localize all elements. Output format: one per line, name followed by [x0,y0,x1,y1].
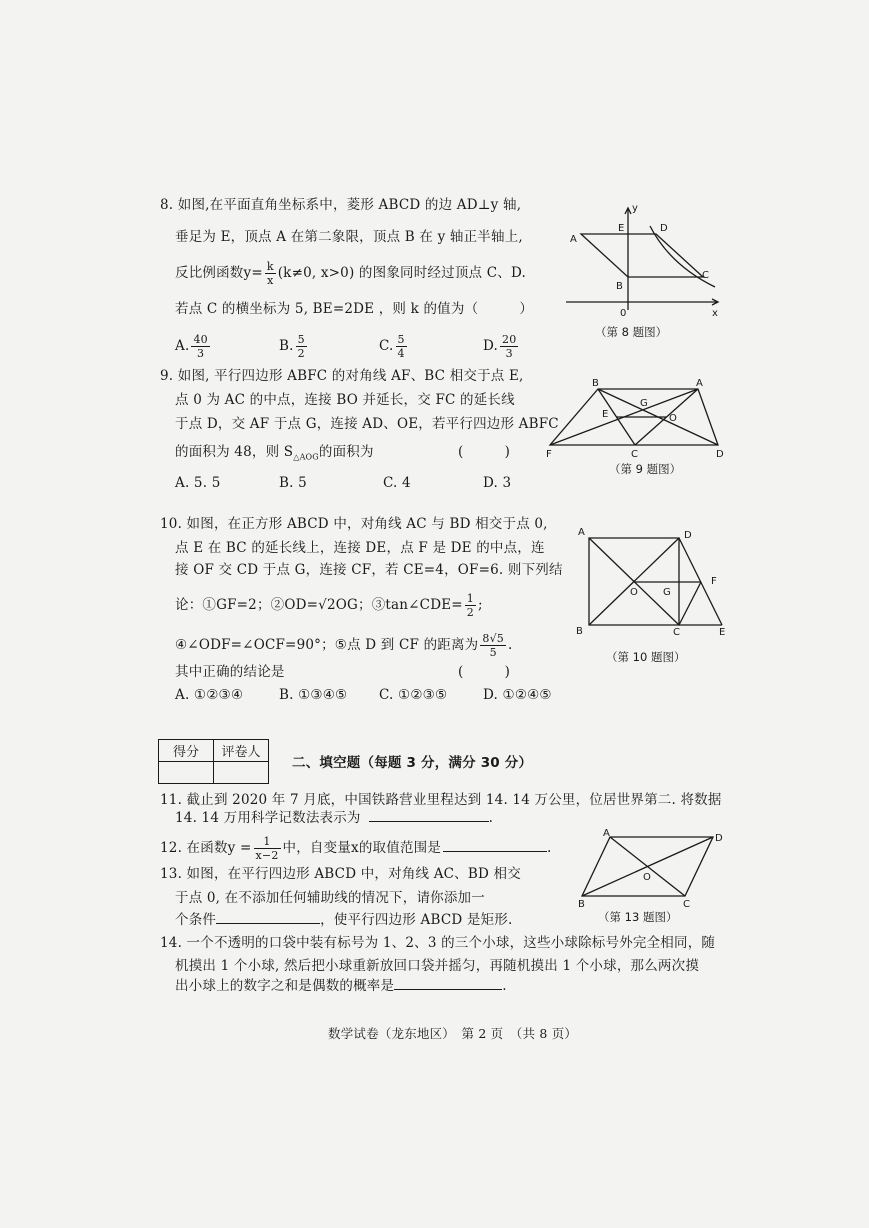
q10-label-d: D [684,530,692,541]
q8-label-c: C [702,270,709,281]
q8-d-num: 20 [502,333,517,346]
q8-c-num: 5 [397,333,405,346]
q8-option-d [483,334,520,359]
q8-function-fraction [265,261,276,286]
q8-rhombus [581,234,703,277]
q10-option-c: C. ①②③⑤ [379,687,448,703]
q8-label-o: 0 [620,308,627,319]
q8-frac-denominator: x [265,273,276,286]
q13-line2: 于点 0, 在不添加任何辅助线的情况下，请你添加一 [175,890,485,906]
q9-figure [540,375,730,465]
q9-line2: 点 0 为 AC 的中点，连接 BO 并延长，交 FC 的延长线 [175,392,515,408]
q10-dist-den: 5 [480,645,506,658]
section2-title: 二、填空题（每题 3 分，满分 30 分） [292,755,533,771]
q9-label-g: G [640,398,648,409]
q10-line1: 10. 如图，在正方形 ABCD 中，对角线 AC 与 BD 相交于点 0, [160,516,548,532]
score-label: 得分 [159,740,214,762]
q10-caption: （第 10 题图） [606,650,686,664]
q12-end: . [547,840,552,856]
q9-line4 [175,446,374,462]
q8-frac-numerator: k [266,260,274,273]
q12-frac-den: x−2 [255,849,279,862]
q11-line2-end: . [488,810,494,826]
q9-label-e: E [602,409,609,420]
q8-a-num: 40 [193,333,208,346]
q13-label-a: A [603,828,610,839]
q10-label-f: F [711,576,717,587]
q8-d-den: 3 [500,346,518,359]
q11-line1: 11. 截止到 2020 年 7 月底，中国铁路营业里程达到 14. 14 万公里，位居世界第二. 将数据 [160,792,722,808]
q9-label-a: A [696,378,703,389]
q8-label-b: B [616,281,623,292]
q8-option-b [279,334,309,359]
q11-line2 [175,812,493,826]
grader-cell[interactable] [214,762,269,784]
q13-label-o: O [643,872,651,883]
q10-option-a: A. ①②③④ [175,687,244,703]
q10-line4-pre: 论：①GF=2；②OD=√2OG；③tan∠CDE= [175,597,463,613]
q13-line3 [175,914,512,928]
q8-option-c-label: C. [379,338,394,354]
q10-line4-post: ; [478,597,483,613]
q8-line3 [175,261,526,286]
q12-answer-blank[interactable] [443,851,547,852]
q10-line4 [175,593,483,618]
q10-option-b: B. ①③④⑤ [279,687,348,703]
q9-option-d: D. 3 [483,475,512,491]
q10-label-g: G [663,587,671,598]
q10-line5-post: . [508,637,513,653]
q9-option-a: A. 5. 5 [175,475,221,491]
q10-line3: 接 OF 交 CD 于点 G，连接 CF，若 CE=4，OF=6. 则下列结 [175,562,563,578]
q14-line1: 14. 一个不透明的口袋中装有标号为 1、2、3 的三个小球，这些小球除标号外完全相同，随 [160,935,716,951]
q13-label-d: D [715,833,723,844]
q10-tan-den: 2 [466,606,474,619]
q8-line1: 8. 如图,在平面直角坐标系中，菱形 ABCD 的边 AD⊥y 轴, [160,197,522,213]
q10-label-b: B [576,626,583,637]
q10-label-o: O [630,587,638,598]
q13-label-c: C [683,899,690,910]
q12-line [160,836,552,861]
q9-line4-pre: 的面积为 48，则 S [175,444,294,460]
q8-line4: 若点 C 的横坐标为 5, BE=2DE ，则 k 的值为（ ） [175,301,534,317]
q9-label-o: O [669,413,677,424]
q9-option-c: C. 4 [383,475,411,491]
q12-post: 中，自变量x的取值范围是 [282,840,442,856]
q13-line3-pre: 个条件 [175,912,217,928]
q9-caption: （第 9 题图） [609,462,682,476]
q10-label-e: E [719,627,726,638]
q10-line6: 其中正确的结论是 [175,664,285,680]
q8-label-e: E [618,223,625,234]
q12-pre: 12. 在函数y = [160,840,252,856]
q12-frac-num: 1 [263,835,271,848]
q8-c-den: 4 [397,347,405,360]
score-table [158,739,269,784]
q8-b-num: 5 [297,333,305,346]
q10-line5 [175,633,513,658]
q9-label-d: D [716,449,724,460]
q8-line2: 垂足为 E，顶点 A 在第二象限，顶点 B 在 y 轴正半轴上, [175,229,523,245]
q8-option-d-label: D. [483,338,499,354]
q8-label-y: y [632,203,638,214]
q10-line5-pre: ④∠ODF=∠OCF=90°；⑤点 D 到 CF 的距离为 [175,637,479,653]
q14-answer-blank[interactable] [394,989,502,990]
q10-line-cf [679,582,701,625]
q8-label-a: A [570,234,577,245]
q9-option-b: B. 5 [279,475,307,491]
q9-label-c: C [631,449,638,460]
q8-caption: （第 8 题图） [595,325,668,339]
q13-figure [570,826,730,910]
q9-area-subscript: △AOG [293,452,319,462]
score-cell[interactable] [159,762,214,784]
q9-answer-paren: ( ) [458,444,511,460]
q9-label-b: B [592,378,599,389]
q13-diagonal-bd [582,837,713,896]
q8-option-c [379,334,409,359]
q10-answer-paren: ( ) [458,664,511,680]
q13-line3-post: ，使平行四边形 ABCD 是矩形. [320,912,513,928]
q8-line3-post: (k≠0, x>0) 的图象同时经过顶点 C、D. [277,265,526,281]
q8-option-b-label: B. [279,338,294,354]
q13-caption: （第 13 题图） [598,910,678,924]
q8-figure [560,200,730,320]
q9-line3: 于点 D，交 AF 于点 G，连接 AD、OE，若平行四边形 ABFC [175,416,559,432]
q10-option-d: D. ①②④⑤ [483,687,552,703]
q14-line2: 机摸出 1 个小球, 然后把小球重新放回口袋并摇匀，再随机摸出 1 个小球，那么两次摸 [175,958,700,974]
q10-line2: 点 E 在 BC 的延长线上，连接 DE，点 F 是 DE 的中点，连 [175,540,545,556]
q13-answer-blank[interactable] [216,923,320,924]
q11-answer-blank[interactable] [369,821,489,822]
q10-label-c: C [673,627,680,638]
q8-label-d: D [660,223,668,234]
q9-label-f: F [546,449,552,460]
q14-line3 [175,980,507,994]
q8-option-a-label: A. [175,338,190,354]
q10-label-a: A [578,527,585,538]
q9-line4-post: 的面积为 [318,444,374,460]
q14-line3-text: 出小球上的数字之和是偶数的概率是 [175,978,395,994]
q8-label-x: x [712,308,718,319]
q9-line1: 9. 如图, 平行四边形 ABFC 的对角线 AF、BC 相交于点 E, [160,368,524,384]
q13-line1: 13. 如图，在平行四边形 ABCD 中，对角线 AC、BD 相交 [160,866,521,882]
q8-line3-pre: 反比例函数y= [175,265,263,281]
q10-figure [570,522,740,642]
q8-b-den: 2 [297,347,305,360]
q14-line3-end: . [502,978,507,994]
q10-tan-num: 1 [466,592,474,605]
q8-option-a [175,334,212,359]
q11-line2-text: 14. 14 万用科学记数法表示为 [175,810,361,826]
q13-label-b: B [578,899,585,910]
q8-a-den: 3 [191,346,209,359]
q10-dist-num: 8√5 [482,632,504,645]
grader-label: 评卷人 [214,740,269,762]
page-footer: 数学试卷（龙东地区） 第 2 页 （共 8 页） [328,1026,578,1041]
